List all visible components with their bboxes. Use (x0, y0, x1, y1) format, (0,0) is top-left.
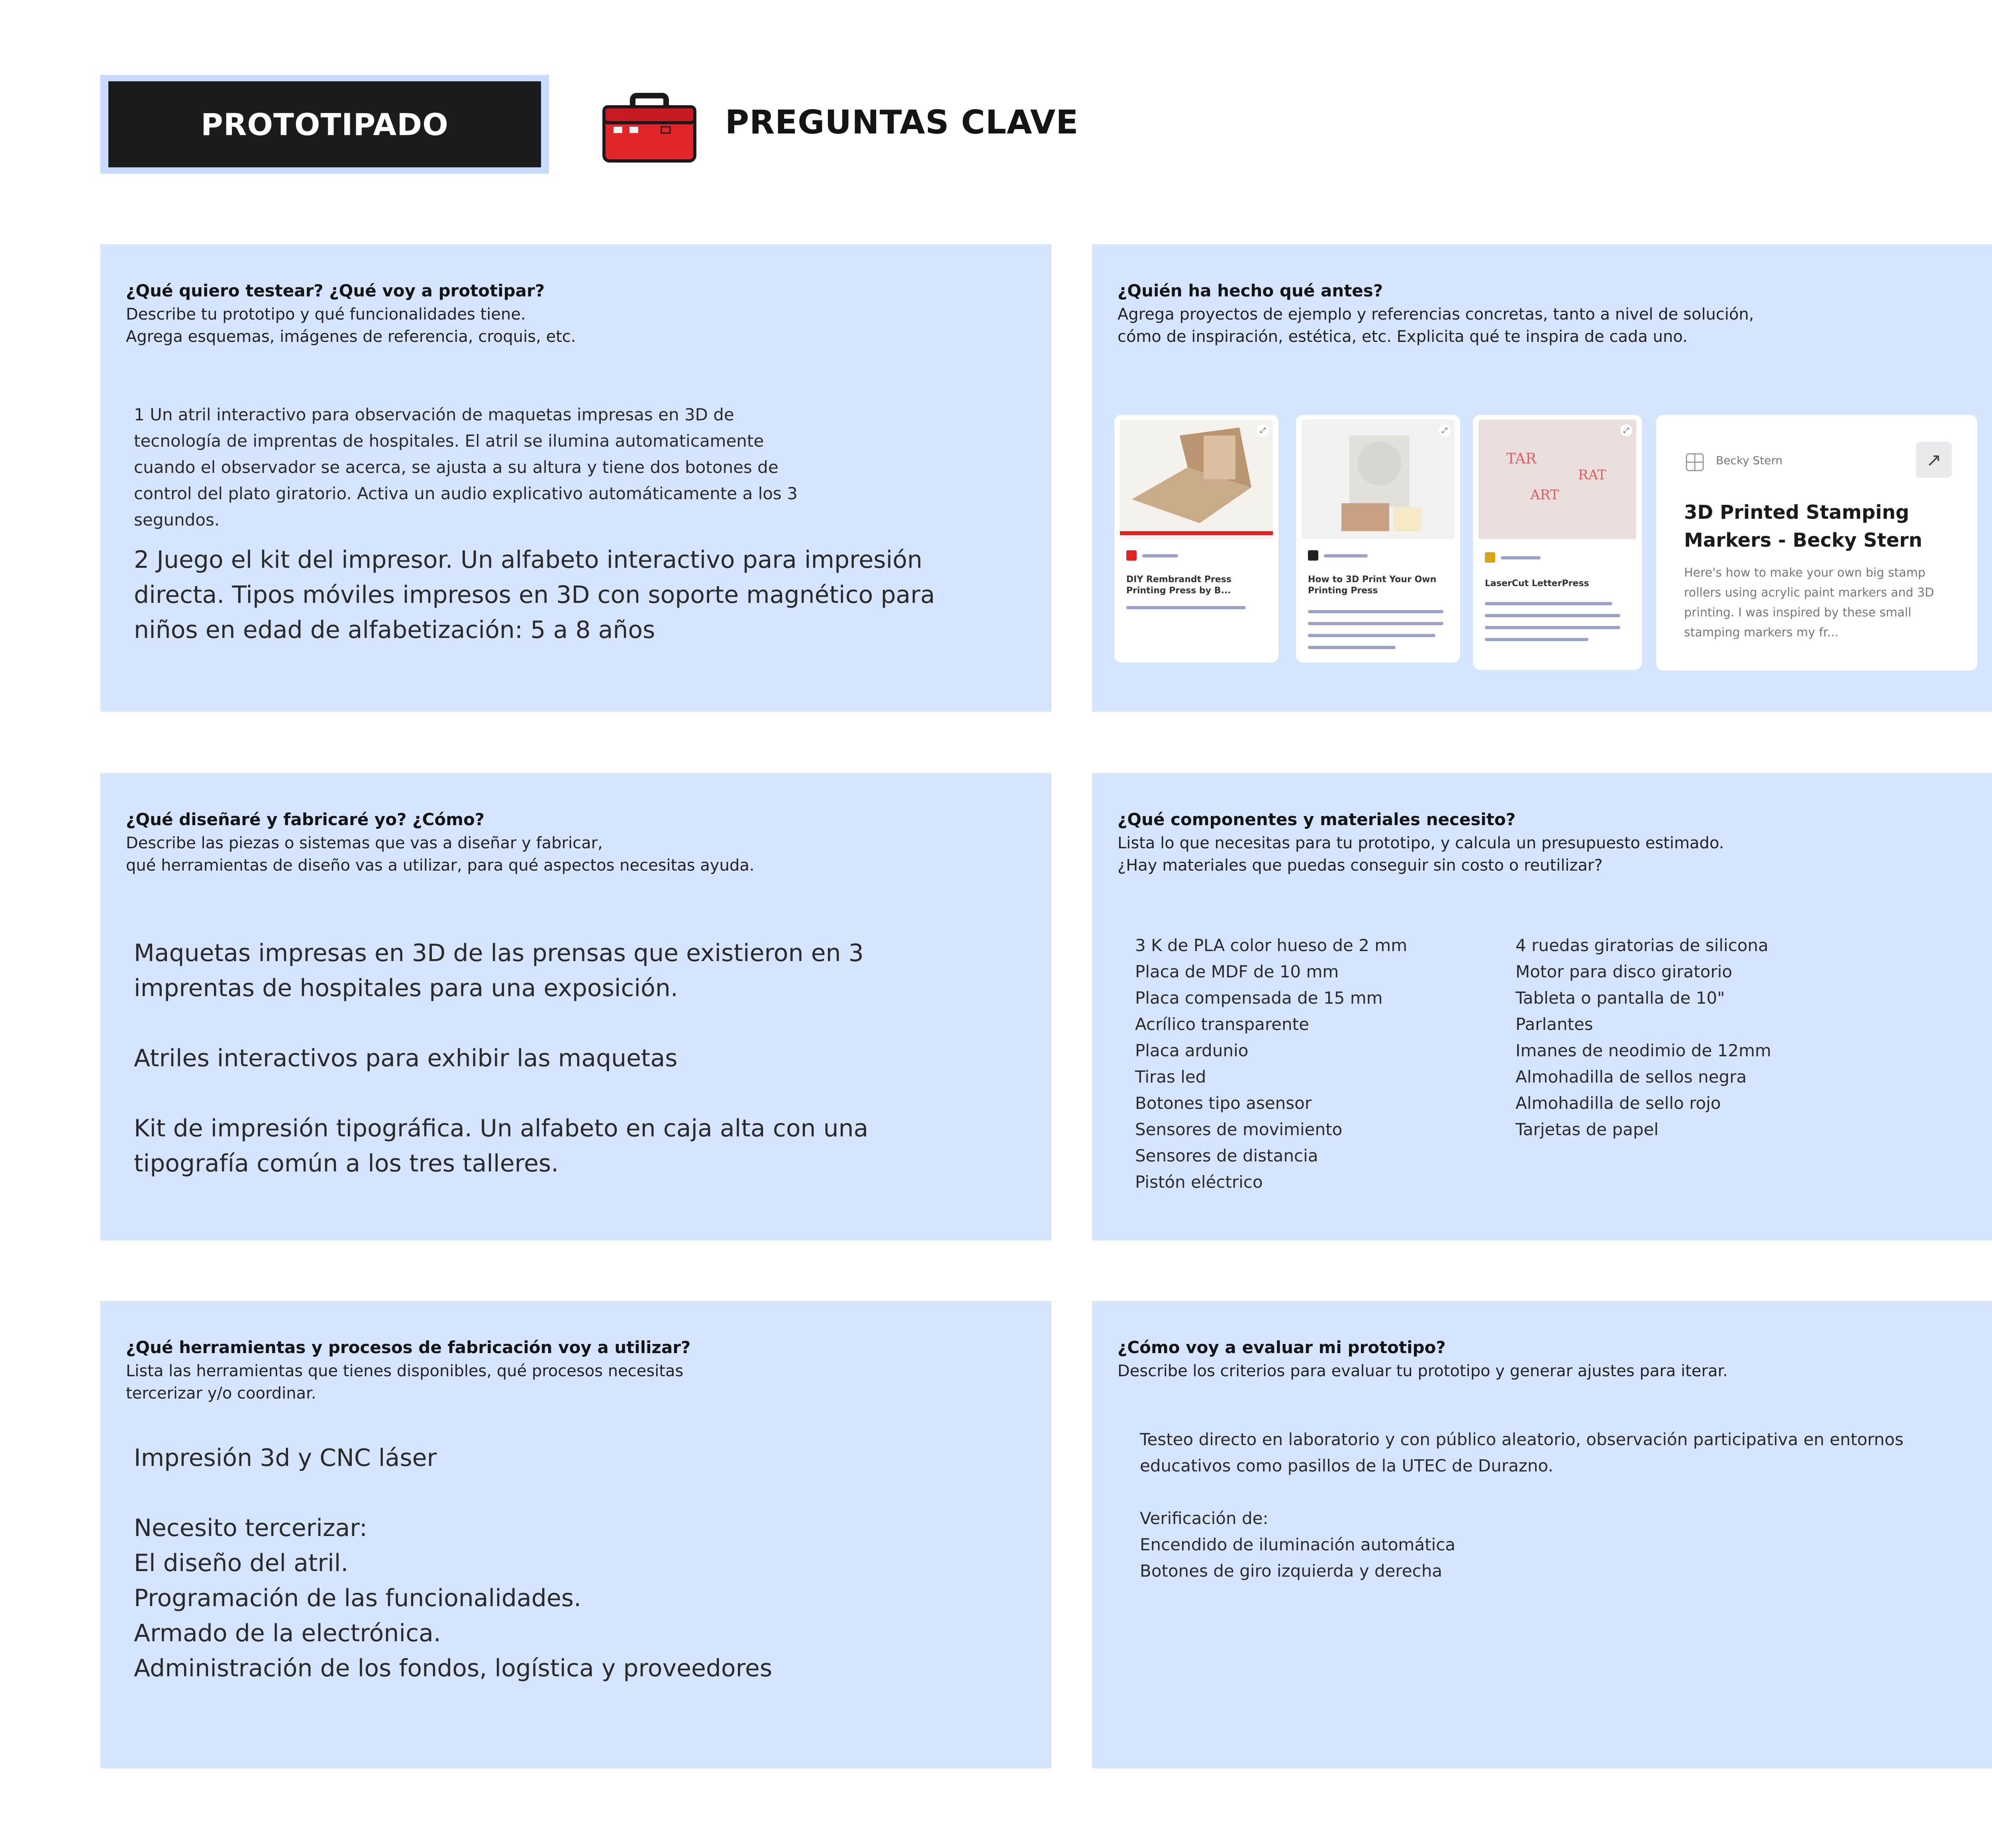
meta-line (1324, 554, 1368, 557)
prototype-description-2 (134, 542, 935, 647)
list-item: Parlantes (1516, 1014, 1593, 1034)
desc-line: Lista las herramientas que tienes disponibles, qué procesos necesitas (126, 1362, 684, 1380)
site-name: Becky Stern (1716, 454, 1783, 467)
text-line: Maquetas impresas en 3D de las prensas que existieron en 3 (134, 939, 864, 967)
toolbox-icon (602, 92, 697, 163)
list-item: Almohadilla de sello rojo (1516, 1093, 1721, 1113)
panel-description (126, 1360, 1002, 1405)
pin-icon[interactable]: ⤢ (1439, 424, 1451, 436)
desc-line: qué herramientas de diseño vas a utilizar, para qué aspectos necesitas ayuda. (126, 856, 755, 875)
text-line: niños en edad de alfabetización: 5 a 8 años (134, 616, 655, 644)
text-line: Administración de los fondos, logística y proveedores (134, 1654, 772, 1682)
link-description: Here's how to make your own big stamp rollers using acrylic paint markers and 3D printing. I was inspired by these small stamping markers my fr... (1684, 566, 1934, 640)
prototype-description-1 (134, 402, 798, 533)
list-item: Placa ardunio (1135, 1041, 1249, 1060)
panel-title: ¿Qué quiero testear? ¿Qué voy a prototipar? (126, 281, 545, 300)
list-item: Tiras led (1135, 1067, 1206, 1087)
text-line: Encendido de iluminación automática (1140, 1535, 1456, 1554)
reference-title: LaserCut LetterPress (1485, 579, 1589, 589)
evaluation-criteria (1140, 1426, 1904, 1584)
reference-thumbnail (1302, 420, 1455, 539)
reference-card[interactable] (1473, 415, 1642, 670)
list-item: Motor para disco giratorio (1516, 962, 1732, 981)
design-list (134, 936, 868, 1181)
desc-line: Describe las piezas o sistemas que vas a diseñar y fabricar, (126, 834, 603, 852)
text-line: 2 Juego el kit del impresor. Un alfabeto interactivo para impresión (134, 546, 923, 574)
site-icon (1685, 452, 1705, 472)
page-title: PREGUNTAS CLAVE (725, 104, 1079, 141)
text-placeholder (1485, 614, 1620, 617)
favicon-icon (1308, 550, 1318, 561)
text-line: Armado de la electrónica. (134, 1619, 441, 1647)
svg-text:TAR: TAR (1506, 451, 1537, 467)
text-placeholder (1308, 610, 1443, 613)
text-placeholder (1308, 646, 1396, 649)
panel-test (100, 244, 1051, 712)
text-line: Verificación de: (1140, 1509, 1269, 1528)
text-line: cuando el observador se acerca, se ajusta a su altura y tiene dos botones de (134, 457, 778, 477)
reference-title: How to 3D Print Your Own Printing Press (1308, 575, 1437, 596)
panel-materials (1092, 773, 1992, 1240)
panel-tools (100, 1301, 1051, 1768)
text-line: control del plato giratorio. Activa un audio explicativo automáticamente a los 3 (134, 484, 798, 503)
text-placeholder (1485, 626, 1620, 629)
text-line: Necesito tercerizar: (134, 1514, 368, 1542)
text-line: directa. Tipos móviles impresos en 3D con soporte magnético para (134, 581, 935, 609)
svg-text:RAT: RAT (1578, 467, 1606, 483)
list-item: Sensores de distancia (1135, 1146, 1318, 1165)
text-line: Programación de las funcionalidades. (134, 1584, 582, 1612)
badge-label: PROTOTIPADO (108, 81, 541, 167)
list-item: Imanes de neodimio de 12mm (1516, 1041, 1771, 1060)
materials-list-2 (1516, 932, 1771, 1143)
desc-line: tercerizar y/o coordinar. (126, 1384, 316, 1403)
text-line: imprentas de hospitales para una exposición. (134, 974, 678, 1002)
panel-description (1118, 832, 1992, 877)
list-item: Sensores de movimiento (1135, 1120, 1343, 1139)
pin-icon[interactable]: ⤢ (1620, 424, 1632, 436)
text-line: Botones de giro izquierda y derecha (1140, 1561, 1443, 1581)
meta-line (1142, 554, 1178, 557)
reference-thumbnail (1120, 420, 1273, 539)
panel-evaluate (1092, 1301, 1992, 1768)
panel-design (100, 773, 1051, 1240)
list-item: Placa compensada de 15 mm (1135, 988, 1383, 1008)
list-item: 4 ruedas giratorias de silicona (1516, 936, 1768, 955)
list-item: Pistón eléctrico (1135, 1172, 1263, 1192)
desc-line: Agrega esquemas, imágenes de referencia, croquis, etc. (126, 328, 576, 346)
tools-list (134, 1440, 772, 1686)
text-line: segundos. (134, 510, 220, 530)
desc-line: Describe los criterios para evaluar tu prototipo y generar ajustes para iterar. (1118, 1362, 1728, 1380)
text-placeholder (1308, 622, 1443, 625)
prototipado-badge (100, 75, 549, 174)
reference-card[interactable] (1114, 415, 1278, 663)
list-item: 3 K de PLA color hueso de 2 mm (1135, 936, 1408, 955)
panel-title: ¿Cómo voy a evaluar mi prototipo? (1118, 1338, 1446, 1357)
favicon-icon (1126, 550, 1137, 561)
list-item: Botones tipo asensor (1135, 1093, 1312, 1113)
reference-thumbnail (1478, 420, 1636, 539)
text-line: tipografía común a los tres talleres. (134, 1150, 559, 1177)
pin-icon[interactable]: ⤢ (1257, 424, 1269, 436)
reference-title: DIY Rembrandt Press Printing Press by B... (1126, 575, 1231, 596)
text-line: 1 Un atril interactivo para observación de maquetas impresas en 3D de (134, 405, 734, 424)
desc-line: ¿Hay materiales que puedas conseguir sin costo o reutilizar? (1118, 856, 1603, 875)
text-line: educativos como pasillos de la UTEC de Durazno. (1140, 1456, 1553, 1475)
svg-text:ART: ART (1530, 487, 1559, 503)
list-item: Placa de MDF de 10 mm (1135, 962, 1339, 981)
panel-description (1118, 1360, 1992, 1382)
text-placeholder (1126, 606, 1246, 609)
desc-line: cómo de inspiración, estética, etc. Explicita qué te inspira de cada uno. (1118, 328, 1688, 346)
panel-title: ¿Qué herramientas y procesos de fabricación voy a utilizar? (126, 1338, 691, 1357)
text-line: Kit de impresión tipográfica. Un alfabeto en caja alta con una (134, 1114, 869, 1142)
list-item: Tableta o pantalla de 10" (1516, 988, 1725, 1008)
text-placeholder (1485, 602, 1612, 605)
panel-references (1092, 244, 1992, 712)
list-item: Tarjetas de papel (1516, 1120, 1659, 1139)
panel-description (126, 303, 1002, 348)
text-placeholder (1308, 634, 1435, 637)
favicon-icon (1485, 552, 1495, 563)
text-line: Impresión 3d y CNC láser (134, 1444, 437, 1472)
desc-line: Describe tu prototipo y qué funcionalidades tiene. (126, 305, 526, 324)
list-item: Almohadilla de sellos negra (1516, 1067, 1747, 1087)
desc-line: Lista lo que necesitas para tu prototipo, y calcula un presupuesto estimado. (1118, 834, 1724, 852)
desc-line: Agrega proyectos de ejemplo y referencias concretas, tanto a nivel de solución, (1118, 305, 1754, 324)
text-line: Atriles interactivos para exhibir las maquetas (134, 1044, 678, 1072)
text-placeholder (1485, 638, 1588, 641)
text-line: tecnología de imprentas de hospitales. El atril se ilumina automaticamente (134, 431, 764, 451)
text-line: El diseño del atril. (134, 1549, 349, 1577)
text-line: Testeo directo en laboratorio y con público aleatorio, observación participativa en entornos (1140, 1430, 1904, 1449)
panel-title: ¿Quién ha hecho qué antes? (1118, 281, 1383, 300)
link-title: 3D Printed Stamping Markers - Becky Stern (1684, 501, 1923, 551)
external-link-icon[interactable]: ↗ (1916, 442, 1952, 478)
reference-card[interactable] (1296, 415, 1460, 663)
reference-link-card[interactable] (1656, 415, 1977, 671)
panel-description (1118, 303, 1992, 348)
list-item: Acrílico transparente (1135, 1014, 1309, 1034)
materials-list-1 (1135, 932, 1407, 1195)
meta-line (1501, 556, 1541, 559)
panel-title: ¿Qué diseñaré y fabricaré yo? ¿Cómo? (126, 810, 485, 829)
panel-description (126, 832, 1002, 877)
panel-title: ¿Qué componentes y materiales necesito? (1118, 810, 1516, 829)
